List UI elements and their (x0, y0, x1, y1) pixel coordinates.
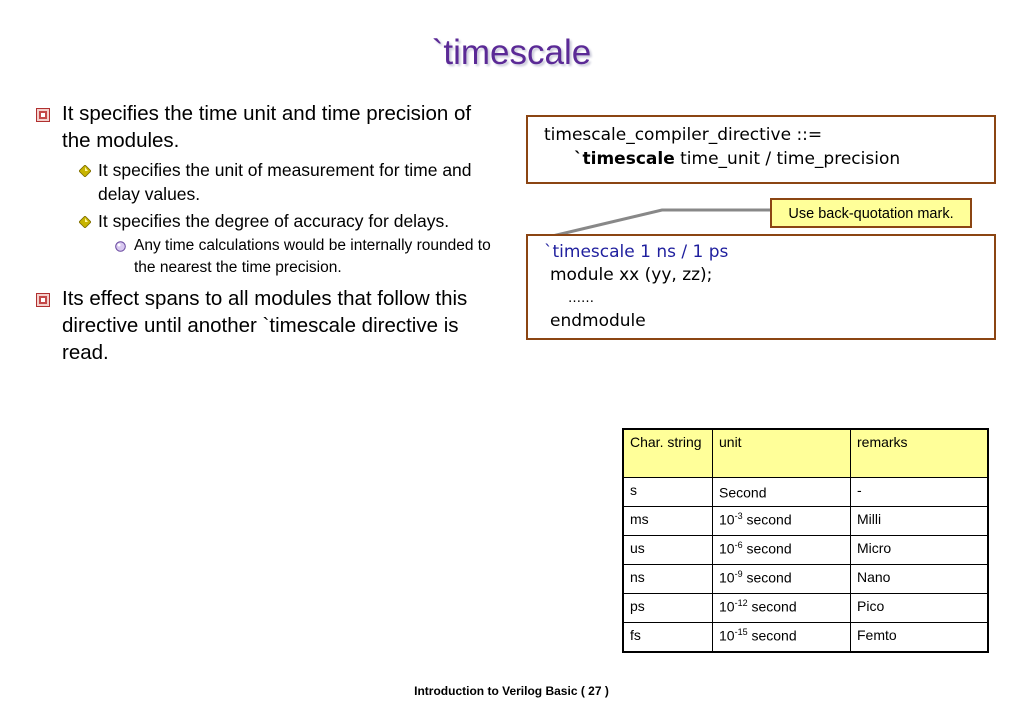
syntax-line-1: timescale_compiler_directive ::= (544, 125, 823, 145)
header-remarks: remarks (851, 429, 989, 478)
bullet-text: It specifies the time unit and time precision of the modules. (62, 102, 472, 152)
slide-footer: Introduction to Verilog Basic ( 27 ) (414, 684, 609, 698)
table-row (623, 478, 988, 507)
table-header-row (623, 429, 988, 478)
square-bullet-icon (36, 293, 50, 307)
code-line-module: module xx (yy, zz); (550, 265, 713, 285)
circle-bullet-icon (115, 241, 126, 252)
time-unit-table (622, 428, 989, 653)
code-line-timescale: `timescale 1 ns / 1 ps (544, 242, 729, 262)
cell-remark: Milli (851, 507, 989, 536)
bullet-level2 (79, 209, 496, 233)
cell-unit: $10^{-15}$ second (713, 623, 851, 653)
cell-remark: Micro (851, 536, 989, 565)
cell-char: ps (623, 594, 713, 623)
bullet-list (36, 100, 496, 370)
cell-remark: - (851, 478, 989, 507)
cell-remark: Femto (851, 623, 989, 653)
square-bullet-icon (36, 108, 50, 122)
bullet-text: It specifies the unit of measurement for time and delay values. (98, 160, 472, 204)
cell-unit: $10^{-6}$ second (713, 536, 851, 565)
diamond-bullet-icon (79, 216, 91, 228)
bullet-text: Any time calculations would be internally rounded to the nearest the time precision. (134, 237, 491, 276)
code-line-endmodule: endmodule (550, 311, 646, 331)
table-row (623, 507, 988, 536)
cell-char: ns (623, 565, 713, 594)
cell-unit: Second (713, 478, 851, 507)
cell-unit: $10^{-9}$ second (713, 565, 851, 594)
syntax-line-2-rest: time_unit / time_precision (674, 149, 901, 169)
header-unit: unit (713, 429, 851, 478)
syntax-line-2 (544, 147, 994, 171)
table-row (623, 536, 988, 565)
cell-unit: $10^{-12}$ second (713, 594, 851, 623)
cell-unit: $10^{-3}$ second (713, 507, 851, 536)
bullet-level2 (79, 158, 496, 206)
syntax-keyword: `timescale (574, 149, 675, 169)
bullet-text: Its effect spans to all modules that follow this directive until another `timescale directive is read. (62, 287, 468, 364)
bullet-level1 (36, 100, 496, 154)
table-row (623, 594, 988, 623)
table-row (623, 623, 988, 653)
cell-char: fs (623, 623, 713, 653)
cell-char: s (623, 478, 713, 507)
callout-note: Use back-quotation mark. (770, 198, 972, 228)
code-line-ellipsis: …… (568, 291, 594, 306)
cell-char: ms (623, 507, 713, 536)
syntax-box (526, 115, 996, 184)
bullet-level1 (36, 285, 496, 366)
table-row (623, 565, 988, 594)
example-code-box (526, 234, 996, 340)
slide-title: `timescale (431, 33, 592, 72)
cell-char: us (623, 536, 713, 565)
cell-remark: Pico (851, 594, 989, 623)
header-char-string: Char. string (623, 429, 713, 478)
bullet-text: It specifies the degree of accuracy for delays. (98, 211, 450, 231)
bullet-level3 (115, 235, 496, 279)
diamond-bullet-icon (79, 165, 91, 177)
cell-remark: Nano (851, 565, 989, 594)
